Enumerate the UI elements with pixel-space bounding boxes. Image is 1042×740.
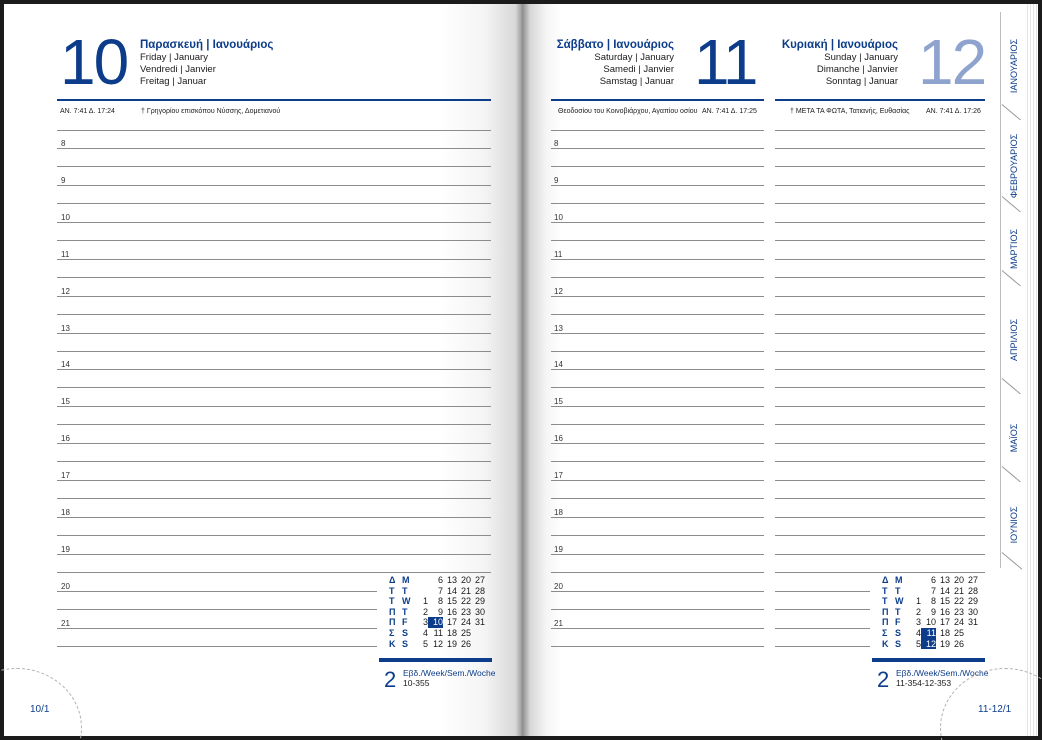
hour-label: 9 bbox=[554, 176, 559, 185]
calendar-day bbox=[964, 639, 978, 650]
writing-line bbox=[551, 609, 764, 610]
writing-line bbox=[57, 498, 377, 499]
writing-line bbox=[57, 443, 377, 444]
hour-label: 8 bbox=[554, 139, 559, 148]
calendar-day: 30 bbox=[967, 606, 978, 617]
writing-line bbox=[775, 369, 870, 370]
writing-line bbox=[551, 517, 764, 518]
calendar-row bbox=[389, 575, 485, 586]
weekday-initial-greek: Κ bbox=[389, 638, 396, 649]
writing-line bbox=[57, 461, 377, 462]
hour-label: 19 bbox=[554, 545, 563, 554]
writing-line bbox=[57, 572, 377, 573]
writing-line bbox=[775, 296, 870, 297]
writing-line bbox=[57, 406, 377, 407]
calendar-day: 5 bbox=[915, 638, 921, 649]
weekday-initial-greek: Δ bbox=[389, 575, 396, 585]
calendar-day: 31 bbox=[967, 617, 978, 628]
month-tab-label: ΙΟΥΝΙΟΣ bbox=[1009, 506, 1019, 544]
lang-line: Sunday | January bbox=[824, 52, 898, 63]
calendar-day: 15 bbox=[446, 596, 457, 607]
hour-label: 14 bbox=[554, 360, 563, 369]
calendar-day: 14 bbox=[446, 585, 457, 596]
week-label: Εβδ./Week/Sem./Woche bbox=[896, 668, 989, 678]
saint-of-day: † ΜΕΤΑ ΤΑ ΦΩΤΑ, Τατιανής, Ευθασίας bbox=[790, 108, 910, 115]
calendar-row bbox=[882, 639, 978, 650]
hour-label: 18 bbox=[61, 508, 70, 517]
calendar-row bbox=[882, 575, 978, 586]
page-number-left: 10/1 bbox=[30, 704, 50, 715]
month-tab[interactable] bbox=[1000, 12, 1027, 120]
writing-line bbox=[551, 628, 764, 629]
calendar-day: 14 bbox=[939, 585, 950, 596]
calendar-day: 28 bbox=[967, 585, 978, 596]
calendar-day: 27 bbox=[967, 575, 978, 585]
writing-line bbox=[551, 277, 764, 278]
calendar-day: 21 bbox=[460, 585, 471, 596]
hour-label: 13 bbox=[61, 324, 70, 333]
writing-line bbox=[57, 203, 377, 204]
hour-label: 15 bbox=[61, 397, 70, 406]
writing-line bbox=[57, 130, 377, 131]
writing-line bbox=[551, 185, 764, 186]
lang-line: Vendredi | Janvier bbox=[140, 64, 216, 75]
writing-line bbox=[57, 609, 377, 610]
writing-line bbox=[57, 591, 377, 592]
calendar-day bbox=[964, 628, 978, 639]
weekday-initial: W bbox=[895, 596, 904, 607]
lang-line: Saturday | January bbox=[594, 52, 674, 63]
calendar-day: 20 bbox=[460, 575, 471, 585]
day-number-11: 11 bbox=[694, 26, 757, 98]
writing-line bbox=[775, 591, 870, 592]
calendar-day bbox=[471, 639, 485, 650]
weekday-initial: W bbox=[402, 596, 411, 607]
writing-line bbox=[551, 203, 764, 204]
calendar-day: 7 bbox=[437, 585, 443, 596]
writing-line bbox=[57, 387, 377, 388]
hour-label: 14 bbox=[61, 360, 70, 369]
month-tab-label: ΑΠΡΙΛΙΟΣ bbox=[1009, 318, 1019, 362]
writing-line bbox=[57, 646, 377, 647]
day-header-friday bbox=[140, 39, 273, 88]
weekday-initial-greek: Τ bbox=[882, 596, 888, 607]
writing-line bbox=[775, 443, 870, 444]
hour-label: 10 bbox=[61, 213, 70, 222]
calendar-day: 21 bbox=[953, 585, 964, 596]
weekday-initial-greek: Τ bbox=[882, 585, 888, 596]
calendar-day bbox=[911, 586, 921, 597]
calendar-row bbox=[882, 607, 978, 618]
weekday-initial: T bbox=[402, 606, 408, 617]
writing-line bbox=[57, 517, 377, 518]
writing-line bbox=[775, 461, 870, 462]
writing-line bbox=[775, 554, 870, 555]
writing-line bbox=[551, 240, 764, 241]
calendar-day: 10 bbox=[925, 617, 936, 628]
month-tabs bbox=[1000, 12, 1030, 572]
weekday-initial: F bbox=[895, 617, 901, 628]
writing-line bbox=[57, 333, 377, 334]
weekday-initial-greek: Τ bbox=[389, 596, 395, 607]
writing-line bbox=[775, 517, 870, 518]
calendar-day: 17 bbox=[446, 617, 457, 628]
hour-label: 20 bbox=[61, 582, 70, 591]
month-tab-label: ΦΕΒΡΟΥΑΡΙΟΣ bbox=[1009, 133, 1019, 199]
week-range: 11-354-12-353 bbox=[896, 677, 952, 688]
calendar-day: 24 bbox=[953, 617, 964, 628]
day-header-saturday bbox=[540, 39, 674, 88]
calendar-day: 15 bbox=[939, 596, 950, 607]
saint-of-day: Θεοδοσίου του Κοινοβιάρχου, Αγαπίου οσίου bbox=[558, 108, 698, 115]
calendar-day: 9 bbox=[930, 606, 936, 617]
mini-calendar-left bbox=[389, 575, 485, 649]
calendar-day: 25 bbox=[953, 627, 964, 638]
hour-label: 10 bbox=[554, 213, 563, 222]
writing-line bbox=[57, 222, 377, 223]
hour-label: 21 bbox=[554, 619, 563, 628]
writing-line bbox=[551, 314, 764, 315]
month-tab[interactable] bbox=[1000, 212, 1027, 286]
hour-label: 17 bbox=[61, 471, 70, 480]
hour-label: 21 bbox=[61, 619, 70, 628]
hour-label: 12 bbox=[554, 287, 563, 296]
writing-line bbox=[57, 351, 377, 352]
greek-day-title: Κυριακή | Ιανουάριος bbox=[781, 39, 898, 51]
hour-label: 11 bbox=[61, 250, 70, 259]
writing-line bbox=[775, 314, 870, 315]
writing-line bbox=[551, 333, 764, 334]
weekday-initial-greek: Σ bbox=[882, 627, 888, 638]
calendar-day: 19 bbox=[446, 638, 457, 649]
hour-label: 18 bbox=[554, 508, 563, 517]
weekday-initial: T bbox=[402, 585, 408, 596]
calendar-day: 22 bbox=[953, 596, 964, 607]
calendar-day: 9 bbox=[437, 606, 443, 617]
writing-line bbox=[551, 296, 764, 297]
week-bar bbox=[872, 658, 985, 662]
writing-line bbox=[57, 554, 377, 555]
writing-line bbox=[551, 498, 764, 499]
writing-line bbox=[57, 424, 377, 425]
lang-line: Samstag | Januar bbox=[599, 76, 674, 87]
hour-label: 8 bbox=[61, 139, 66, 148]
calendar-day: 29 bbox=[474, 596, 485, 607]
writing-line bbox=[775, 351, 870, 352]
lang-line: Samedi | Janvier bbox=[603, 64, 674, 75]
hour-label: 16 bbox=[61, 434, 70, 443]
calendar-day: 6 bbox=[930, 575, 936, 585]
writing-line bbox=[57, 240, 377, 241]
writing-line bbox=[551, 166, 764, 167]
writing-line bbox=[551, 572, 764, 573]
calendar-day: 31 bbox=[474, 617, 485, 628]
writing-line bbox=[775, 628, 870, 629]
writing-line bbox=[551, 554, 764, 555]
writing-line bbox=[551, 443, 764, 444]
weekday-initial-greek: Π bbox=[882, 617, 889, 628]
writing-line bbox=[57, 185, 377, 186]
calendar-day: 1 bbox=[422, 596, 428, 607]
week-range: 10-355 bbox=[403, 677, 430, 688]
writing-line bbox=[775, 185, 870, 186]
weekday-initial-greek: Π bbox=[389, 606, 396, 617]
writing-line bbox=[775, 480, 870, 481]
day-number-10: 10 bbox=[60, 26, 128, 98]
calendar-day: 12 bbox=[432, 638, 443, 649]
calendar-day bbox=[911, 575, 921, 586]
writing-line bbox=[551, 461, 764, 462]
greek-day-title: Σάββατο | Ιανουάριος bbox=[556, 39, 674, 51]
weekday-initial: T bbox=[895, 585, 901, 596]
month-tab[interactable] bbox=[1000, 286, 1027, 394]
hour-label: 11 bbox=[554, 250, 563, 259]
lang-line: Freitag | Januar bbox=[140, 76, 207, 87]
writing-line bbox=[775, 130, 870, 131]
writing-line bbox=[775, 387, 870, 388]
writing-line bbox=[775, 240, 870, 241]
month-tab-label: ΜΑΡΤΙΟΣ bbox=[1009, 228, 1019, 270]
calendar-row bbox=[389, 628, 485, 639]
writing-line bbox=[57, 259, 377, 260]
calendar-day bbox=[418, 575, 428, 586]
weekday-initial-greek: Σ bbox=[389, 627, 395, 638]
calendar-day: 25 bbox=[460, 627, 471, 638]
mini-calendar-right bbox=[882, 575, 978, 649]
hour-label: 15 bbox=[554, 397, 563, 406]
calendar-day: 22 bbox=[460, 596, 471, 607]
writing-line bbox=[57, 148, 377, 149]
writing-line bbox=[551, 369, 764, 370]
calendar-day: 23 bbox=[953, 606, 964, 617]
weekday-initial: M bbox=[895, 575, 903, 585]
month-tab-label: ΙΑΝΟΥΑΡΙΟΣ bbox=[1009, 38, 1019, 94]
weekday-initial: S bbox=[895, 627, 902, 638]
writing-line bbox=[775, 148, 870, 149]
writing-line bbox=[775, 222, 870, 223]
calendar-day: 4 bbox=[915, 627, 921, 638]
calendar-row bbox=[389, 639, 485, 650]
calendar-row bbox=[389, 607, 485, 618]
calendar-day: 26 bbox=[953, 638, 964, 649]
writing-line bbox=[551, 535, 764, 536]
calendar-row bbox=[389, 586, 485, 597]
writing-line bbox=[775, 609, 870, 610]
writing-line bbox=[551, 148, 764, 149]
calendar-day: 23 bbox=[460, 606, 471, 617]
calendar-day: 3 bbox=[915, 617, 921, 628]
writing-line bbox=[57, 369, 377, 370]
calendar-day: 13 bbox=[446, 575, 457, 585]
weekday-initial: T bbox=[895, 606, 901, 617]
hour-label: 12 bbox=[61, 287, 70, 296]
calendar-day: 2 bbox=[422, 606, 428, 617]
calendar-day: 4 bbox=[422, 627, 428, 638]
weekday-initial-greek: Κ bbox=[882, 638, 889, 649]
calendar-day: 5 bbox=[422, 638, 428, 649]
calendar-row bbox=[882, 596, 978, 607]
calendar-row bbox=[882, 617, 978, 628]
writing-line bbox=[551, 259, 764, 260]
week-info bbox=[403, 669, 495, 688]
writing-line bbox=[775, 406, 870, 407]
writing-line bbox=[775, 333, 870, 334]
calendar-day: 6 bbox=[437, 575, 443, 585]
hour-label: 13 bbox=[554, 324, 563, 333]
calendar-day: 18 bbox=[446, 627, 457, 638]
writing-line bbox=[551, 480, 764, 481]
calendar-day: 2 bbox=[915, 606, 921, 617]
day-number-12: 12 bbox=[918, 26, 986, 98]
calendar-day: 1 bbox=[915, 596, 921, 607]
calendar-day bbox=[471, 628, 485, 639]
writing-line bbox=[57, 277, 377, 278]
calendar-row bbox=[882, 586, 978, 597]
calendar-day: 13 bbox=[939, 575, 950, 585]
calendar-day: 18 bbox=[939, 627, 950, 638]
weekday-initial: S bbox=[402, 627, 409, 638]
calendar-day: 26 bbox=[460, 638, 471, 649]
hour-label: 16 bbox=[554, 434, 563, 443]
calendar-day: 11 bbox=[433, 627, 443, 638]
writing-line bbox=[551, 222, 764, 223]
calendar-row bbox=[389, 617, 485, 628]
weekday-initial-greek: Π bbox=[882, 606, 889, 617]
hour-label: 19 bbox=[61, 545, 70, 554]
writing-line bbox=[775, 572, 870, 573]
week-label: Εβδ./Week/Sem./Woche bbox=[403, 668, 496, 678]
calendar-day: 19 bbox=[939, 638, 950, 649]
writing-line bbox=[551, 424, 764, 425]
calendar-day: 30 bbox=[474, 606, 485, 617]
weekday-initial-greek: Τ bbox=[389, 585, 395, 596]
sun-times: ΑΝ. 7:41 Δ. 17:24 bbox=[60, 108, 115, 115]
writing-line bbox=[57, 535, 377, 536]
writing-line bbox=[775, 277, 870, 278]
lang-line: Sonntag | Januar bbox=[825, 76, 898, 87]
weekday-initial: F bbox=[402, 617, 408, 628]
week-bar bbox=[379, 658, 492, 662]
greek-day-title: Παρασκευή | Ιανουάριος bbox=[140, 39, 274, 51]
writing-line bbox=[551, 406, 764, 407]
calendar-row bbox=[882, 628, 978, 639]
calendar-day: 8 bbox=[930, 596, 936, 607]
writing-line bbox=[775, 498, 870, 499]
writing-line bbox=[551, 351, 764, 352]
hour-label: 17 bbox=[554, 471, 563, 480]
weekday-initial-greek: Δ bbox=[882, 575, 889, 585]
calendar-day: 8 bbox=[437, 596, 443, 607]
calendar-day: 16 bbox=[446, 606, 457, 617]
weekday-initial: S bbox=[402, 638, 409, 649]
week-number: 2 bbox=[877, 667, 890, 692]
hour-label: 20 bbox=[554, 582, 563, 591]
calendar-day: 7 bbox=[930, 585, 936, 596]
writing-line bbox=[57, 166, 377, 167]
calendar-day: 10 bbox=[428, 617, 443, 628]
writing-line bbox=[775, 203, 870, 204]
lang-line: Friday | January bbox=[140, 52, 208, 63]
week-number: 2 bbox=[384, 667, 397, 692]
month-tab-label: ΜΑΪΟΣ bbox=[1009, 423, 1019, 453]
calendar-day: 11 bbox=[921, 628, 936, 639]
calendar-row bbox=[389, 596, 485, 607]
saint-of-day: † Γρηγορίου επισκόπου Νύσσης, Δομετιανού bbox=[141, 108, 281, 115]
writing-line bbox=[57, 628, 377, 629]
writing-line bbox=[551, 387, 764, 388]
writing-line bbox=[775, 259, 870, 260]
sun-times: ΑΝ. 7:41 Δ. 17:25 bbox=[702, 108, 757, 115]
header-rule bbox=[775, 99, 985, 101]
weekday-initial: M bbox=[402, 575, 410, 585]
writing-line bbox=[57, 296, 377, 297]
calendar-day: 24 bbox=[460, 617, 471, 628]
calendar-day: 29 bbox=[967, 596, 978, 607]
writing-line bbox=[775, 646, 870, 647]
weekday-initial-greek: Π bbox=[389, 617, 396, 628]
calendar-day: 28 bbox=[474, 585, 485, 596]
calendar-day: 12 bbox=[921, 639, 936, 650]
calendar-day: 17 bbox=[939, 617, 950, 628]
calendar-day: 3 bbox=[422, 617, 428, 628]
header-rule bbox=[551, 99, 764, 101]
hour-label: 9 bbox=[61, 176, 66, 185]
writing-line bbox=[57, 480, 377, 481]
writing-line bbox=[551, 591, 764, 592]
page-number-right: 11-12/1 bbox=[978, 704, 1012, 715]
day-header-sunday bbox=[770, 39, 898, 88]
sun-times: ΑΝ. 7:41 Δ. 17:26 bbox=[926, 108, 981, 115]
writing-line bbox=[775, 424, 870, 425]
writing-line bbox=[775, 166, 870, 167]
weekday-initial: S bbox=[895, 638, 902, 649]
calendar-day: 20 bbox=[953, 575, 964, 585]
header-rule bbox=[57, 99, 491, 101]
calendar-day: 27 bbox=[474, 575, 485, 585]
writing-line bbox=[57, 314, 377, 315]
writing-line bbox=[775, 535, 870, 536]
lang-line: Dimanche | Janvier bbox=[816, 64, 898, 75]
writing-line bbox=[551, 130, 764, 131]
calendar-day: 16 bbox=[939, 606, 950, 617]
calendar-day bbox=[418, 586, 428, 597]
writing-line bbox=[551, 646, 764, 647]
